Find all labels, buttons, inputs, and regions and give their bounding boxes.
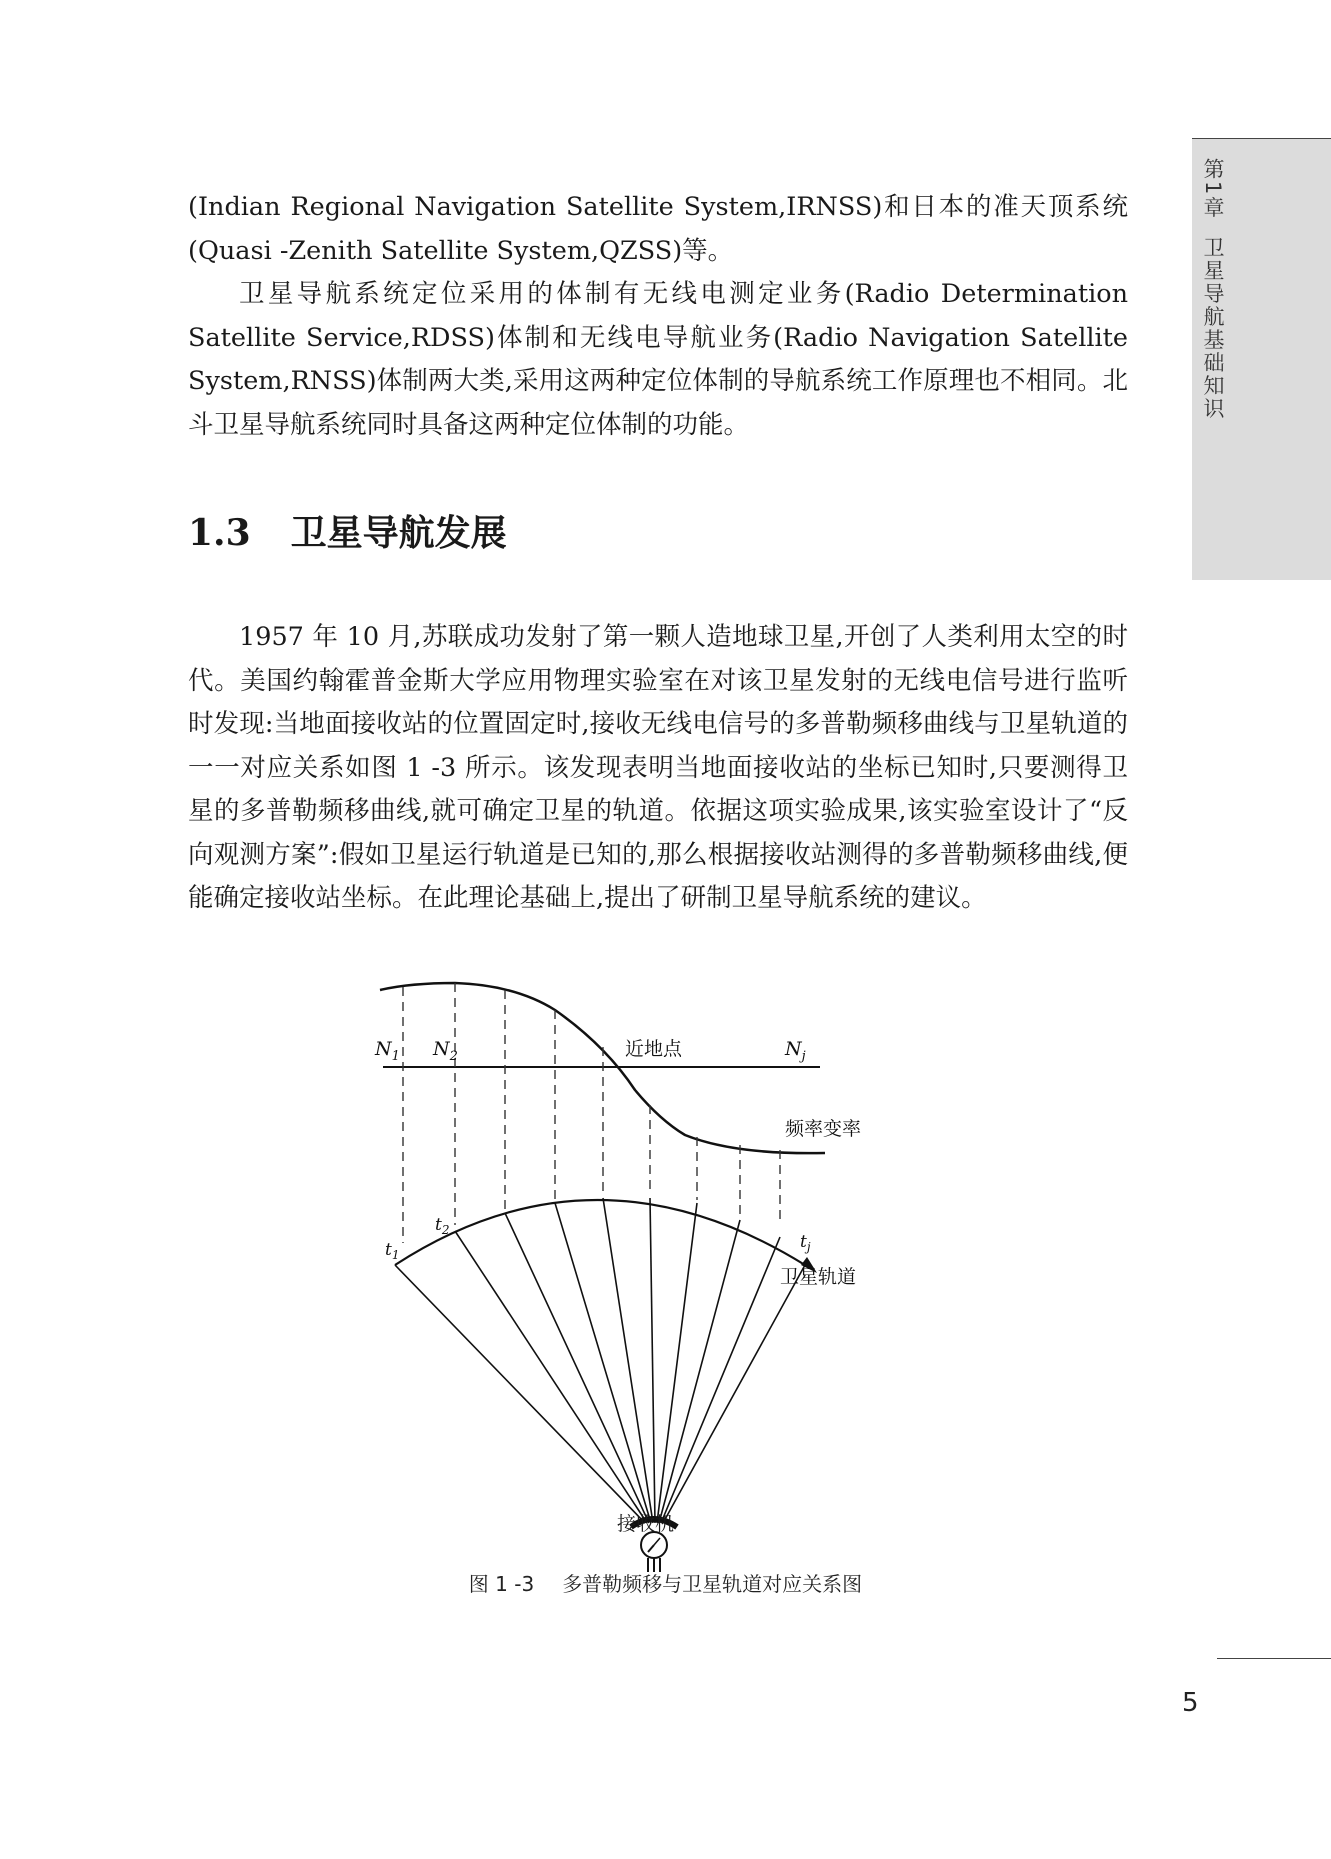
page-number: 5 <box>1182 1688 1199 1718</box>
label-tj: $t_j$ <box>800 1232 811 1254</box>
page-number-rule <box>1217 1658 1331 1659</box>
doppler-orbit-figure <box>355 975 975 1575</box>
paragraph-3: 1957 年 10 月,苏联成功发射了第一颗人造地球卫星,开创了人类利用太空的时代。美国约翰霍普金斯大学应用物理实验室在对该卫星发射的无线电信号进行监听时发现:当地面接收站的位置固定时,接收无线电信号的多普勒频移曲线与卫星轨道的一一对应关系如图 1 -3 所示。该发现表明当地面接收站的坐标已知时,只要测得卫星的多普勒频移曲线,就可确定卫星的轨道。依据这项实验成果,该实验室设计了“反向观测方案”:假如卫星运行轨道是已知的,那么根据接收站测得的多普勒频移曲线,便能确定接收站坐标。在此理论基础上,提出了研制卫星导航系统的建议。 <box>188 622 1128 913</box>
figure-caption-number: 图 1 -3 <box>468 1572 535 1596</box>
label-perigee: 近地点 <box>625 1038 683 1060</box>
radial-signal-lines <box>395 1198 805 1523</box>
label-t2: $t_2$ <box>435 1215 450 1237</box>
label-frequency-rate: 频率变率 <box>785 1118 862 1140</box>
side-tab-title: 卫星导航基础知识 <box>1201 236 1225 421</box>
section-heading <box>188 505 507 556</box>
label-receiver: 接收机 <box>617 1513 675 1535</box>
label-nj: $N_j$ <box>785 1038 806 1064</box>
figure-diagram <box>355 975 975 1575</box>
side-tab-top-rule <box>1192 138 1331 139</box>
figure-caption <box>0 1568 1331 1597</box>
dashed-projection-lines <box>403 983 780 1243</box>
section-title: 卫星导航发展 <box>290 512 507 554</box>
side-tab-chapter: 第1章 <box>1201 158 1225 220</box>
side-tab-text <box>1198 158 1228 421</box>
label-n1: $N_1$ <box>375 1038 400 1064</box>
label-n2: $N_2$ <box>433 1038 458 1064</box>
label-satellite-orbit: 卫星轨道 <box>780 1266 857 1288</box>
label-t1: $t_1$ <box>385 1240 400 1262</box>
paragraph-1: (Indian Regional Navigation Satellite System,IRNSS)和日本的准天顶系统(Quasi -Zenith Satellite System,QZSS)等。 <box>188 192 1128 266</box>
section-number: 1.3 <box>188 512 251 554</box>
figure-caption-text: 多普勒频移与卫星轨道对应关系图 <box>562 1572 863 1596</box>
paragraph-2: 卫星导航系统定位采用的体制有无线电测定业务(Radio Determination Satellite Service,RDSS)体制和无线电导航业务(Radio Navigation Satellite System,RNSS)体制两大类,采用这两种定位体制的导航系统工作原理也不相同。北斗卫星导航系统同时具备这两种定位体制的功能。 <box>188 279 1128 440</box>
